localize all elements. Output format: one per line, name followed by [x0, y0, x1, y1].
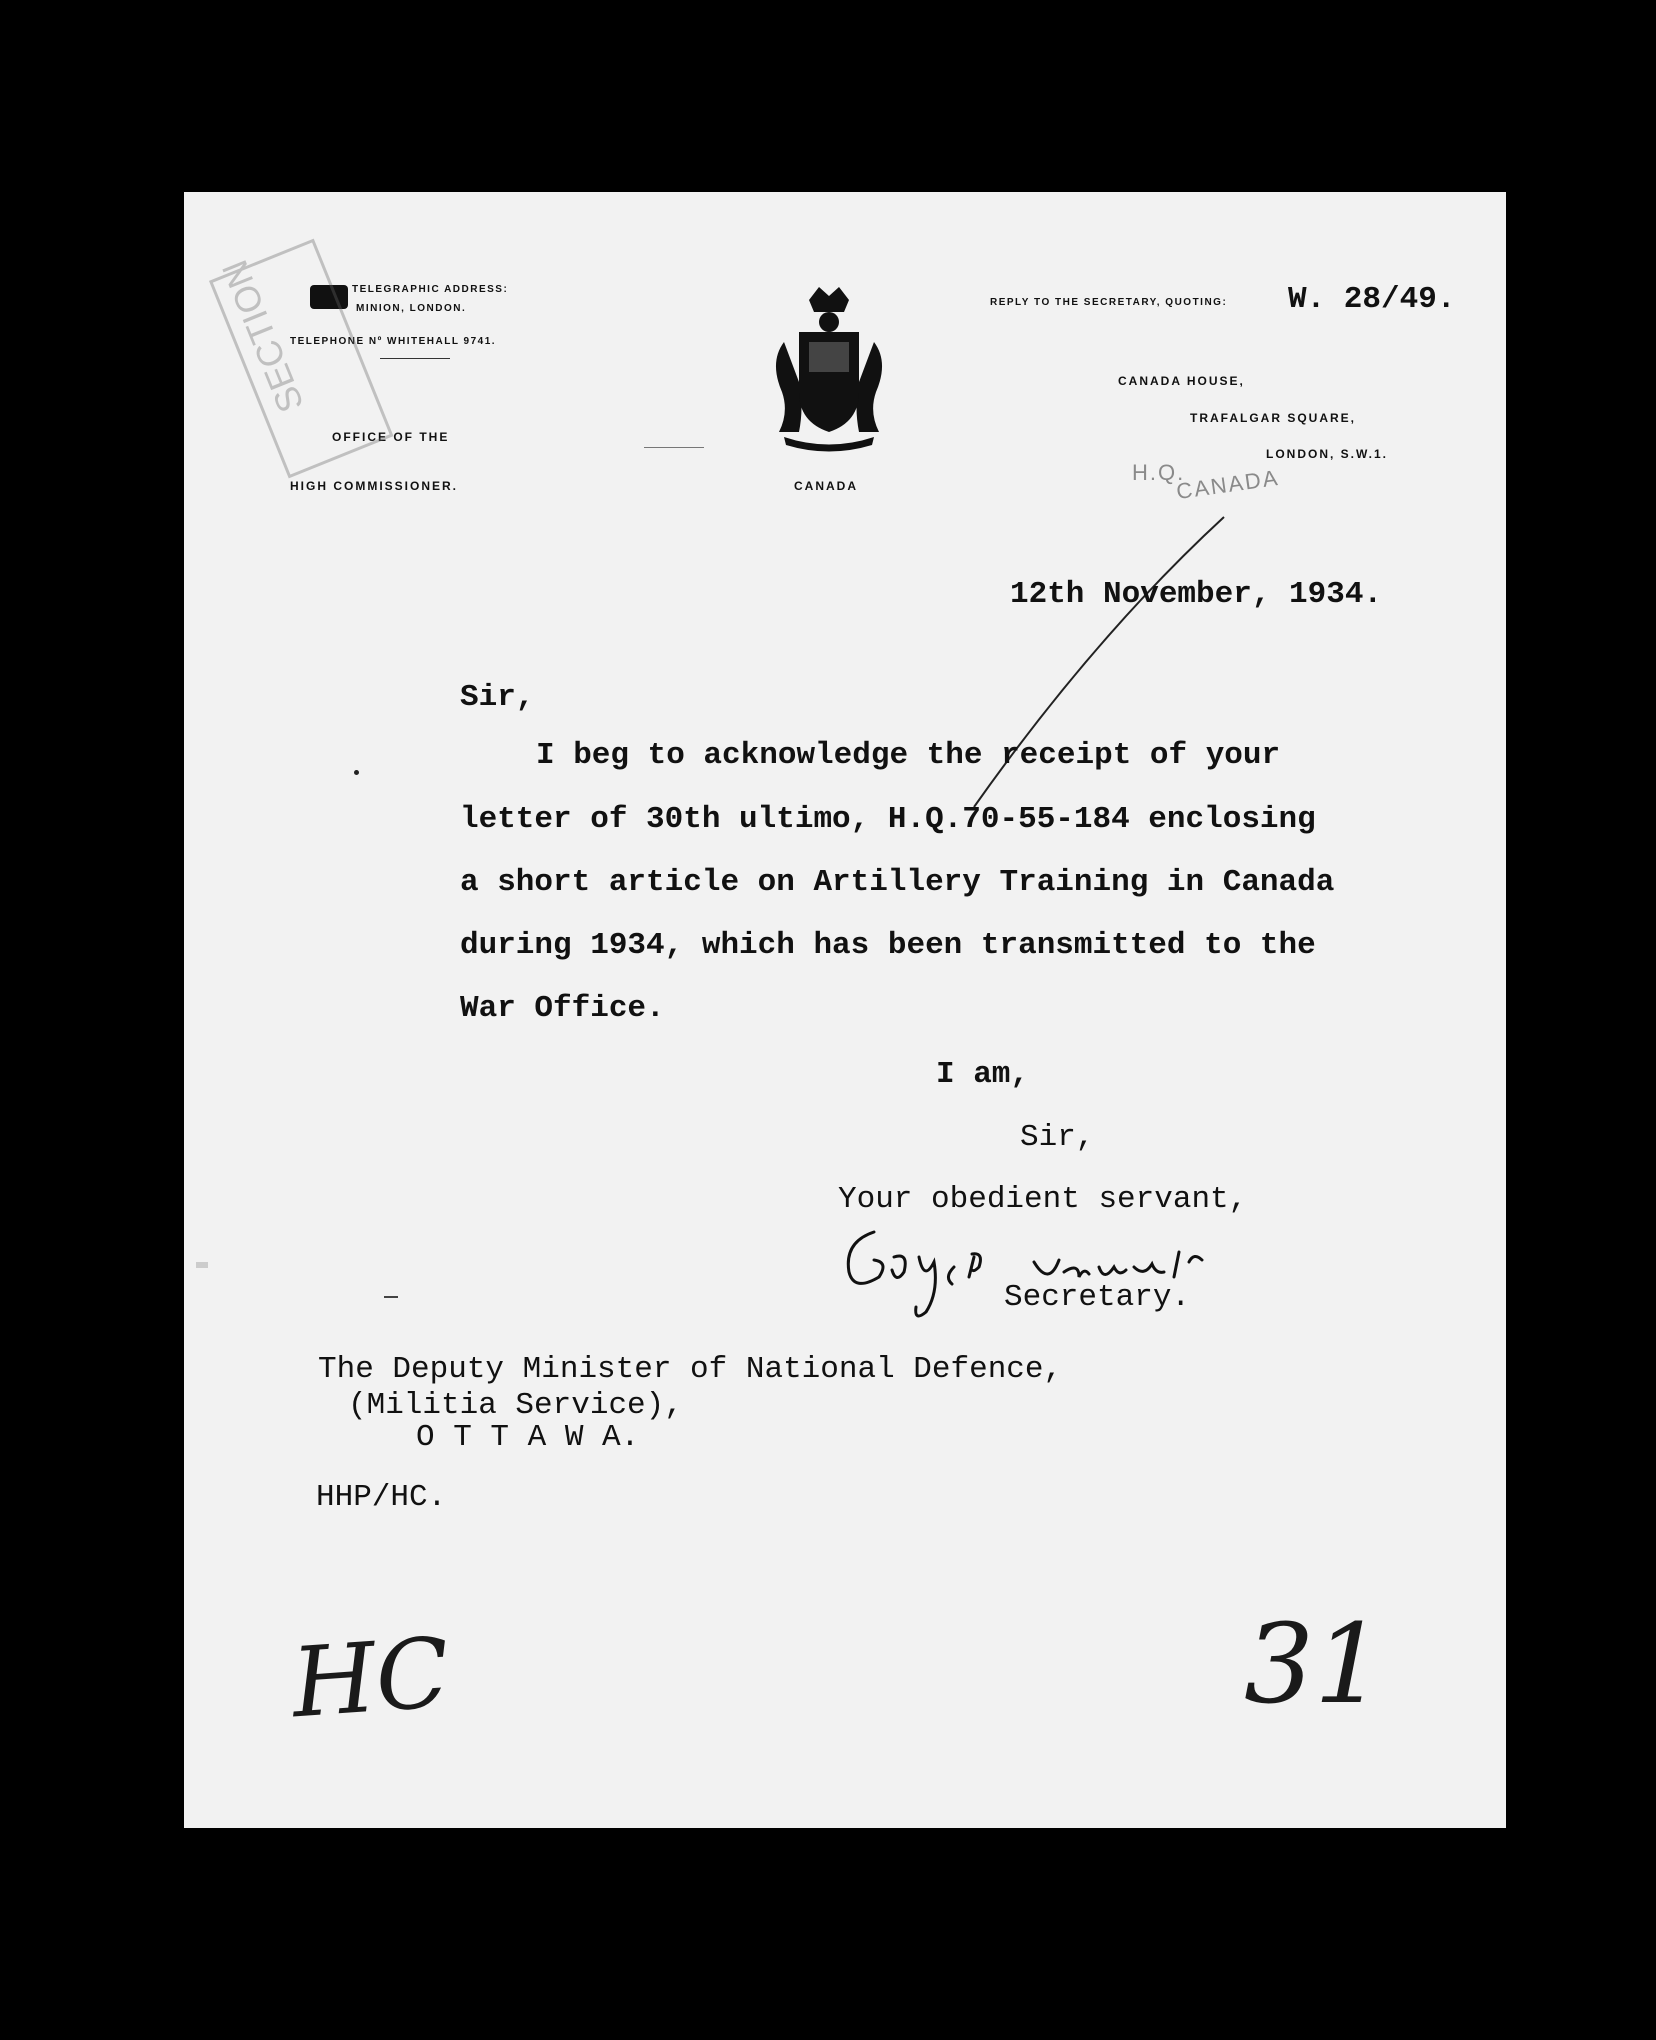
crest-rule-left: [644, 447, 704, 448]
reference-number: W. 28/49.: [1288, 282, 1456, 317]
salutation: Sir,: [460, 680, 535, 715]
body-line-3: a short article on Artillery Training in Canada: [460, 865, 1335, 900]
letter-page: [184, 192, 1506, 1828]
body-line-5: War Office.: [460, 991, 665, 1026]
reply-instruction: REPLY TO THE SECRETARY, QUOTING:: [990, 297, 1228, 308]
telegraphic-address-label: TELEGRAPHIC ADDRESS:: [352, 284, 509, 295]
office-title-line2: HIGH COMMISSIONER.: [290, 479, 459, 493]
letterhead-rule: [380, 358, 450, 359]
handwritten-initials: HC: [288, 1616, 453, 1740]
signer-title: Secretary.: [1004, 1280, 1191, 1315]
scan-edge-mark: [196, 1262, 208, 1268]
letter-date: 12th November, 1934.: [1010, 577, 1383, 612]
coat-of-arms-icon: [764, 282, 894, 452]
faint-department-stamp: [213, 232, 384, 472]
body-line-4: during 1934, which has been transmitted to the: [460, 928, 1316, 963]
address-line1: CANADA HOUSE,: [1118, 374, 1245, 388]
stray-mark: [354, 770, 359, 775]
addressee-line2: (Militia Service),: [348, 1388, 683, 1423]
addressee-line3: O T T A W A.: [416, 1420, 640, 1455]
body-line-2: letter of 30th ultimo, H.Q.70-55-184 enclosing: [460, 802, 1316, 837]
svg-text:SECTION: SECTION: [213, 254, 312, 419]
stray-mark: [384, 1296, 398, 1298]
address-line2: TRAFALGAR SQUARE,: [1190, 411, 1356, 425]
closing-i-am: I am,: [936, 1057, 1030, 1092]
stamp-hq: H.Q.: [1132, 460, 1186, 485]
telephone-number: TELEPHONE Nº WHITEHALL 9741.: [290, 336, 497, 347]
office-title-line1: OFFICE OF THE: [332, 430, 450, 444]
closing-servant: Your obedient servant,: [838, 1182, 1248, 1217]
address-line3: LONDON, S.W.1.: [1266, 447, 1389, 461]
stamp-canada: CANADA: [1174, 464, 1281, 505]
crest-caption: CANADA: [794, 479, 858, 493]
addressee-line1: The Deputy Minister of National Defence,: [318, 1352, 1063, 1387]
handwritten-page-number: 31: [1244, 1600, 1384, 1728]
closing-sir: Sir,: [1020, 1120, 1095, 1155]
telegraphic-address: MINION, LONDON.: [356, 303, 467, 314]
reference-initials: HHP/HC.: [316, 1480, 447, 1515]
body-line-1: I beg to acknowledge the receipt of your: [536, 738, 1281, 773]
